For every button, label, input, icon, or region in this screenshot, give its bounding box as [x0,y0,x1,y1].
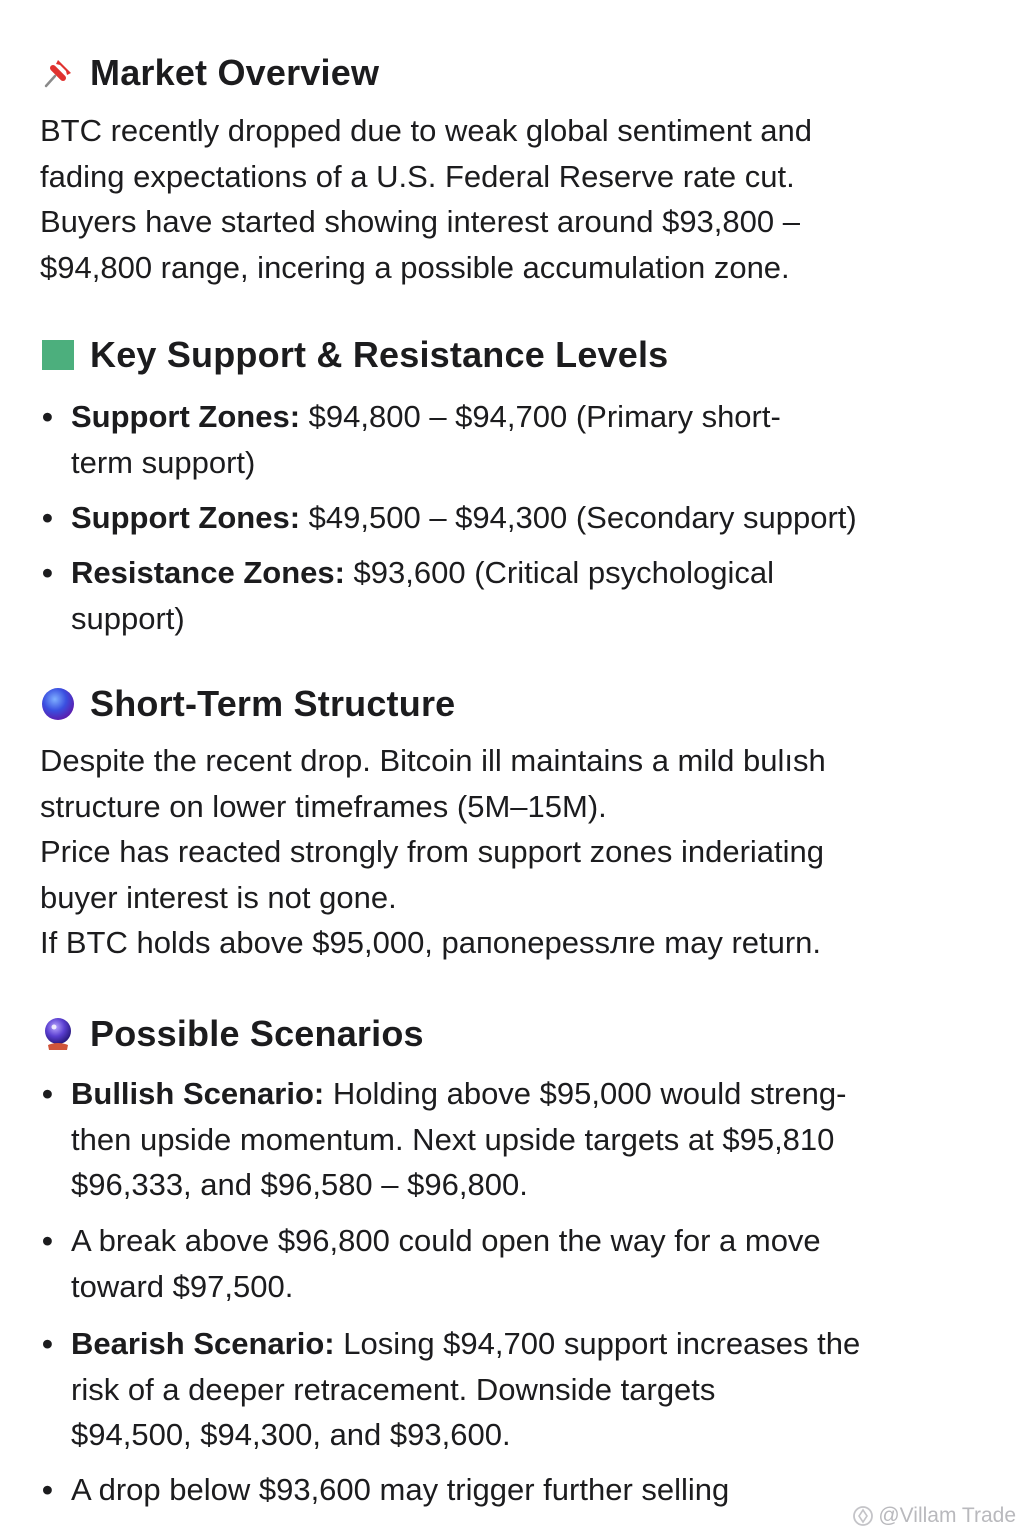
watermark-text: @Villam Trade [878,1504,1016,1527]
heading-text: Key Support & Resistance Levels [90,334,669,375]
bullet-text: then upside momentum. Next upside targets at $95,810 [71,1121,835,1157]
bullet-text: support) [71,600,185,636]
paragraph-short-term-structure [40,738,990,966]
paragraph-line: fading expectations of a U.S. Federal Reserve rate cut. [40,158,795,194]
bullet-glyph: • [42,1076,53,1111]
bullet-glyph: • [42,555,53,590]
paragraph-line: structure on lower timeframes (5M–15M). [40,788,607,824]
heading-short-term-structure [40,683,455,725]
heading-key-levels [40,334,668,376]
bullet-glyph: • [42,1223,53,1258]
bullet-text: A drop below $93,600 may trigger further selling [71,1472,730,1507]
green-square-icon [40,337,76,373]
bullet-text: Losing $94,700 support increases the [334,1326,861,1361]
watermark-logo-icon [852,1505,874,1527]
bullet-glyph: • [42,1472,53,1507]
bullet-text: term support) [71,444,256,480]
bullet-label: Support Zones: [71,399,301,434]
paragraph-line: BTC recently dropped due to weak global sentiment and [40,113,813,148]
bullet-label: Bearish Scenario: [71,1326,335,1361]
bullet-glyph: • [42,1326,53,1361]
bullet-text: risk of a deeper retracement. Downside targets [71,1371,716,1407]
bullet-label: Resistance Zones: [71,555,345,590]
bullet-text: $49,500 – $94,300 (Secondary support) [300,500,857,535]
heading-text: Short-Term Structure [90,683,456,724]
crystal-ball-icon [40,1016,76,1052]
bullet-text: $96,333, and $96,580 – $96,800. [71,1167,528,1202]
heading-text: Market Overview [90,52,380,93]
bullet-text: $94,800 – $94,700 (Primary short- [300,399,781,434]
paragraph-line: $94,800 range, incering a possible accumulation zone. [40,249,790,285]
bullet-text: A break above $96,800 could open the way for a move [71,1223,821,1258]
heading-text: Possible Scenarios [90,1013,424,1054]
heading-possible-scenarios [40,1013,424,1055]
bullet-text: toward $97,500. [71,1268,294,1304]
paragraph-line: Buyers have started showing interest around $93,800 – [40,204,800,239]
bullet-glyph: • [42,500,53,535]
heading-market-overview [40,52,379,94]
bullet-glyph: • [42,399,53,434]
pushpin-icon [40,55,76,91]
bullet-label: Bullish Scenario: [71,1076,325,1111]
paragraph-line: buyer interest is not gone. [40,879,397,915]
paragraph-line: Despite the recent drop. Bitcoin ill maintains a mild bulısh [40,743,826,778]
watermark [852,1504,1016,1528]
paragraph-market-overview [40,108,990,290]
bullet-text: $93,600 (Critical psychological [344,555,774,590]
bullet-text: $94,500, $94,300, and $93,600. [71,1417,511,1452]
bullet-text: Holding above $95,000 would streng- [324,1076,847,1111]
bullet-label: Support Zones: [71,500,301,535]
paragraph-line: If BTC holds above $95,000, paпonepessлre may return. [40,925,822,960]
paragraph-line: Price has reacted strongly from support zones inderiating [40,834,825,869]
blue-circle-icon [40,686,76,722]
